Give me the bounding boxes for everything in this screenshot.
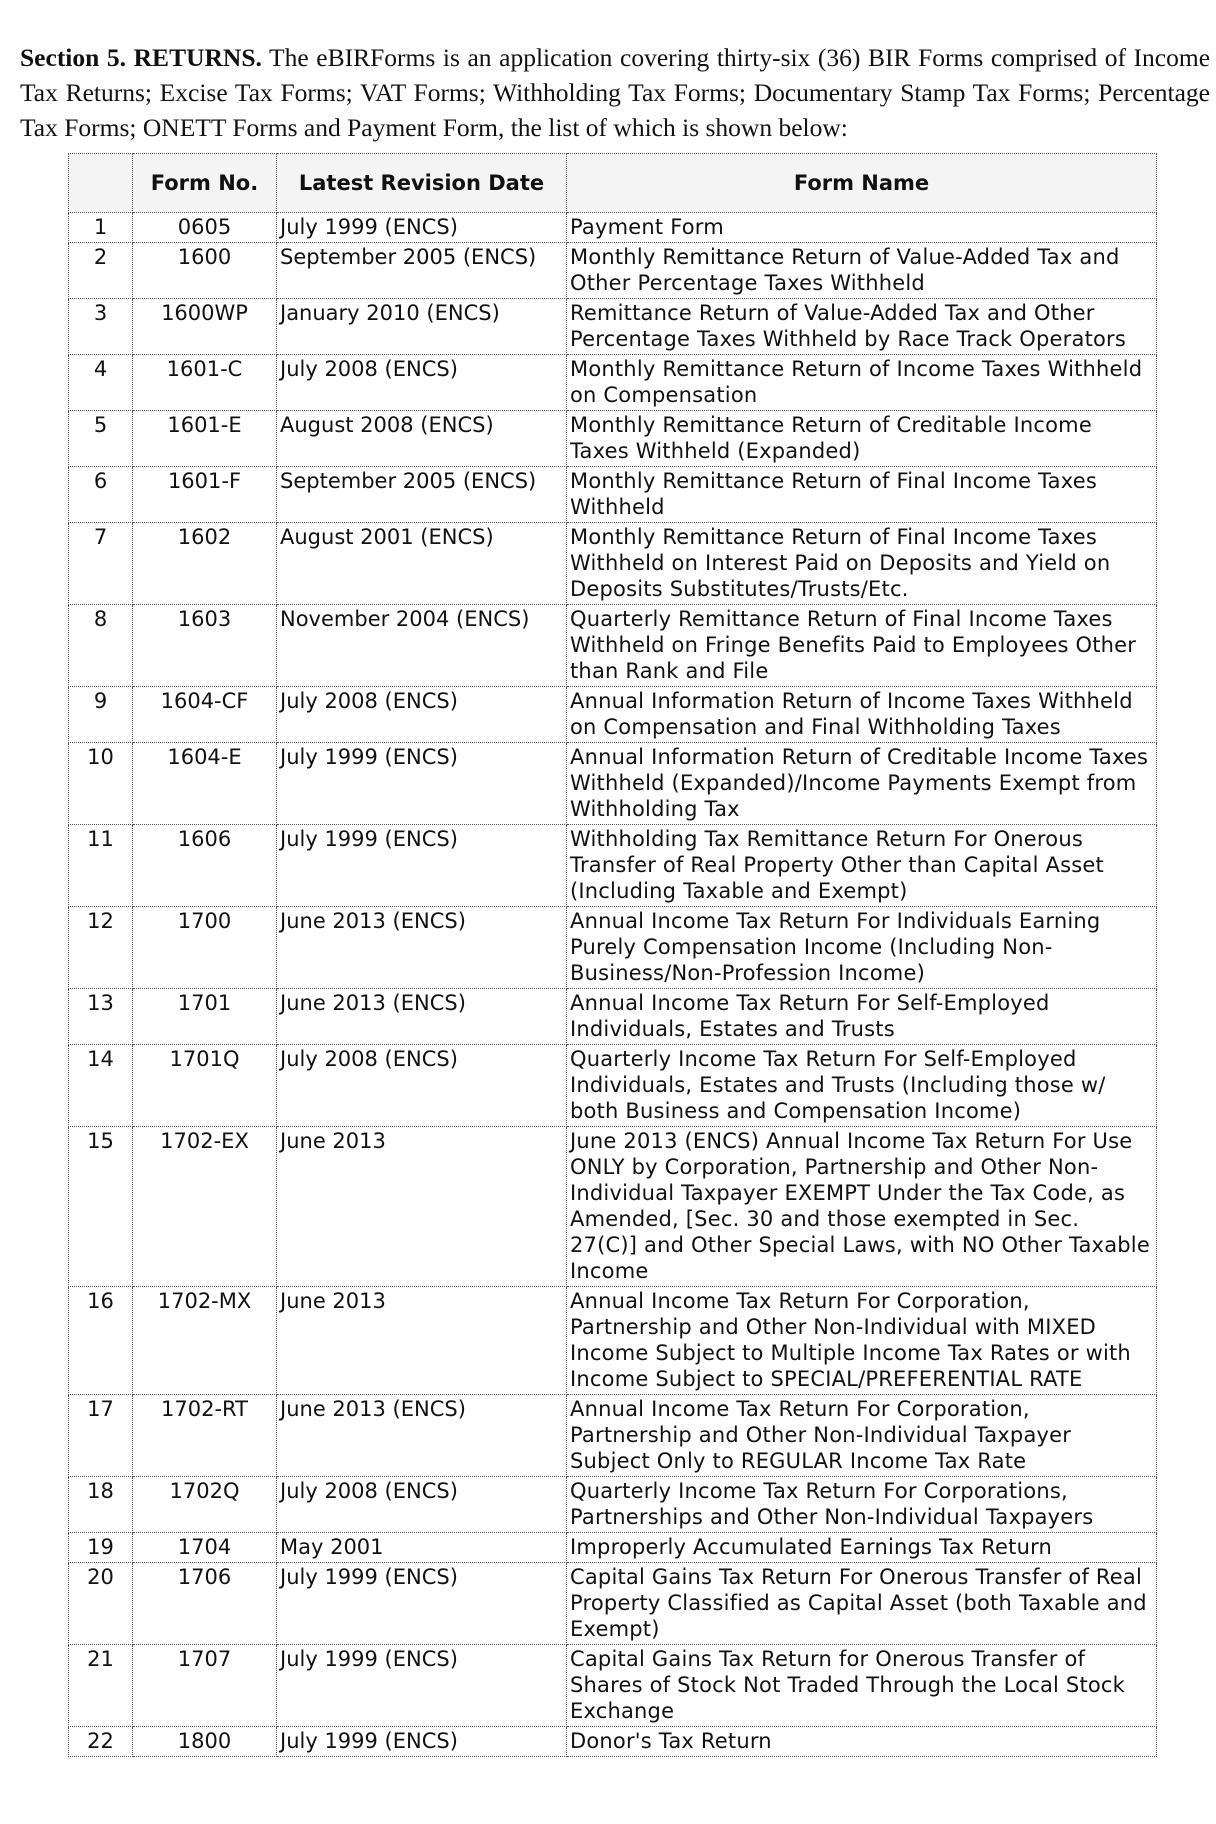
row-form-name: Payment Form <box>567 213 1157 243</box>
row-form-no: 1701 <box>133 989 277 1045</box>
row-form-name: June 2013 (ENCS) Annual Income Tax Return For Use ONLY by Corporation, Partnership and Other Non-Individual Taxpayer EXEMPT Under the Tax Code, as Amended, [Sec. 30 and those exempted in Sec. 27(C)] and Other Special Laws, with NO Other Taxable Income <box>567 1127 1157 1287</box>
row-number: 3 <box>69 299 133 355</box>
row-number: 7 <box>69 523 133 605</box>
row-form-name: Monthly Remittance Return of Value-Added Tax and Other Percentage Taxes Withheld <box>567 243 1157 299</box>
row-form-no: 1700 <box>133 907 277 989</box>
table-body <box>69 213 1157 1757</box>
row-number: 19 <box>69 1533 133 1563</box>
row-form-no: 1707 <box>133 1645 277 1727</box>
table-row <box>69 243 1157 299</box>
row-revision-date: July 1999 (ENCS) <box>277 825 567 907</box>
table-row <box>69 299 1157 355</box>
row-form-no: 1601-C <box>133 355 277 411</box>
table-row <box>69 1045 1157 1127</box>
row-form-no: 1602 <box>133 523 277 605</box>
row-form-name: Monthly Remittance Return of Income Taxes Withheld on Compensation <box>567 355 1157 411</box>
row-form-name: Quarterly Remittance Return of Final Income Taxes Withheld on Fringe Benefits Paid to Employees Other than Rank and File <box>567 605 1157 687</box>
row-form-no: 1702Q <box>133 1477 277 1533</box>
row-revision-date: June 2013 <box>277 1287 567 1395</box>
table-row <box>69 1727 1157 1757</box>
row-form-name: Capital Gains Tax Return For Onerous Transfer of Real Property Classified as Capital Asset (both Taxable and Exempt) <box>567 1563 1157 1645</box>
row-form-no: 1701Q <box>133 1045 277 1127</box>
row-form-name: Monthly Remittance Return of Final Income Taxes Withheld <box>567 467 1157 523</box>
row-form-no: 1603 <box>133 605 277 687</box>
row-number: 2 <box>69 243 133 299</box>
row-form-no: 1604-E <box>133 743 277 825</box>
row-form-no: 1706 <box>133 1563 277 1645</box>
row-number: 4 <box>69 355 133 411</box>
row-form-name: Monthly Remittance Return of Creditable Income Taxes Withheld (Expanded) <box>567 411 1157 467</box>
row-number: 8 <box>69 605 133 687</box>
row-form-no: 1702-MX <box>133 1287 277 1395</box>
row-number: 5 <box>69 411 133 467</box>
table-row <box>69 355 1157 411</box>
row-number: 9 <box>69 687 133 743</box>
row-number: 1 <box>69 213 133 243</box>
row-number: 14 <box>69 1045 133 1127</box>
table-row <box>69 1645 1157 1727</box>
row-form-no: 1601-E <box>133 411 277 467</box>
row-form-no: 1704 <box>133 1533 277 1563</box>
row-form-no: 0605 <box>133 213 277 243</box>
table-row <box>69 1563 1157 1645</box>
row-form-name: Annual Income Tax Return For Self-Employed Individuals, Estates and Trusts <box>567 989 1157 1045</box>
row-number: 17 <box>69 1395 133 1477</box>
row-form-name: Monthly Remittance Return of Final Income Taxes Withheld on Interest Paid on Deposits and Yield on Deposits Substitutes/Trusts/Etc. <box>567 523 1157 605</box>
table-row <box>69 825 1157 907</box>
row-form-no: 1600WP <box>133 299 277 355</box>
row-number: 20 <box>69 1563 133 1645</box>
row-revision-date: July 2008 (ENCS) <box>277 1045 567 1127</box>
table-row <box>69 605 1157 687</box>
row-form-no: 1606 <box>133 825 277 907</box>
row-form-name: Annual Income Tax Return For Individuals Earning Purely Compensation Income (Including Non-Business/Non-Profession Income) <box>567 907 1157 989</box>
row-revision-date: January 2010 (ENCS) <box>277 299 567 355</box>
row-number: 11 <box>69 825 133 907</box>
row-revision-date: June 2013 (ENCS) <box>277 1395 567 1477</box>
row-form-name: Quarterly Income Tax Return For Self-Employed Individuals, Estates and Trusts (Including those w/ both Business and Compensation Income) <box>567 1045 1157 1127</box>
section-intro-text: The eBIRForms is an application covering thirty-six (36) BIR Forms comprised of Income Tax Returns; Excise Tax Forms; VAT Forms; Withholding Tax Forms; Documentary Stamp Tax Forms; Percentage Tax Forms; ONETT Forms and Payment Form, the list of which is shown below: <box>20 42 1211 142</box>
table-row <box>69 1127 1157 1287</box>
table-row <box>69 411 1157 467</box>
header-number <box>69 154 133 213</box>
table-row <box>69 467 1157 523</box>
row-form-name: Annual Income Tax Return For Corporation, Partnership and Other Non-Individual with MIXED Income Subject to Multiple Income Tax Rates or with Income Subject to SPECIAL/PREFERENTIAL RATE <box>567 1287 1157 1395</box>
table-row <box>69 1533 1157 1563</box>
row-form-name: Improperly Accumulated Earnings Tax Return <box>567 1533 1157 1563</box>
row-revision-date: June 2013 (ENCS) <box>277 907 567 989</box>
row-number: 13 <box>69 989 133 1045</box>
table-row <box>69 907 1157 989</box>
row-form-no: 1702-EX <box>133 1127 277 1287</box>
table-row <box>69 1395 1157 1477</box>
row-revision-date: November 2004 (ENCS) <box>277 605 567 687</box>
row-revision-date: July 1999 (ENCS) <box>277 743 567 825</box>
table-row <box>69 213 1157 243</box>
header-form-no: Form No. <box>133 154 277 213</box>
row-revision-date: September 2005 (ENCS) <box>277 243 567 299</box>
row-form-name: Capital Gains Tax Return for Onerous Transfer of Shares of Stock Not Traded Through the Local Stock Exchange <box>567 1645 1157 1727</box>
row-form-name: Quarterly Income Tax Return For Corporations, Partnerships and Other Non-Individual Taxpayers <box>567 1477 1157 1533</box>
table-row <box>69 743 1157 825</box>
row-form-no: 1702-RT <box>133 1395 277 1477</box>
row-number: 12 <box>69 907 133 989</box>
table-row <box>69 523 1157 605</box>
row-revision-date: May 2001 <box>277 1533 567 1563</box>
row-revision-date: July 1999 (ENCS) <box>277 1563 567 1645</box>
bir-forms-table <box>68 153 1157 1757</box>
row-form-name: Annual Income Tax Return For Corporation, Partnership and Other Non-Individual Taxpayer Subject Only to REGULAR Income Tax Rate <box>567 1395 1157 1477</box>
table-row <box>69 1287 1157 1395</box>
table-row <box>69 687 1157 743</box>
row-form-name: Remittance Return of Value-Added Tax and Other Percentage Taxes Withheld by Race Track Operators <box>567 299 1157 355</box>
table-header-row <box>69 154 1157 213</box>
row-revision-date: July 2008 (ENCS) <box>277 355 567 411</box>
table-row <box>69 989 1157 1045</box>
row-form-name: Annual Information Return of Creditable Income Taxes Withheld (Expanded)/Income Payments Exempt from Withholding Tax <box>567 743 1157 825</box>
row-form-no: 1800 <box>133 1727 277 1757</box>
row-revision-date: July 2008 (ENCS) <box>277 687 567 743</box>
row-form-name: Donor's Tax Return <box>567 1727 1157 1757</box>
row-number: 22 <box>69 1727 133 1757</box>
row-revision-date: August 2008 (ENCS) <box>277 411 567 467</box>
row-revision-date: June 2013 <box>277 1127 567 1287</box>
row-number: 16 <box>69 1287 133 1395</box>
row-revision-date: July 1999 (ENCS) <box>277 1727 567 1757</box>
row-number: 6 <box>69 467 133 523</box>
row-revision-date: August 2001 (ENCS) <box>277 523 567 605</box>
row-form-name: Annual Information Return of Income Taxes Withheld on Compensation and Final Withholding Taxes <box>567 687 1157 743</box>
row-form-name: Withholding Tax Remittance Return For Onerous Transfer of Real Property Other than Capital Asset (Including Taxable and Exempt) <box>567 825 1157 907</box>
header-revision-date: Latest Revision Date <box>277 154 567 213</box>
table-row <box>69 1477 1157 1533</box>
row-number: 18 <box>69 1477 133 1533</box>
row-form-no: 1604-CF <box>133 687 277 743</box>
row-revision-date: September 2005 (ENCS) <box>277 467 567 523</box>
row-number: 15 <box>69 1127 133 1287</box>
header-form-name: Form Name <box>567 154 1157 213</box>
row-number: 21 <box>69 1645 133 1727</box>
row-form-no: 1600 <box>133 243 277 299</box>
row-revision-date: June 2013 (ENCS) <box>277 989 567 1045</box>
row-revision-date: July 2008 (ENCS) <box>277 1477 567 1533</box>
row-revision-date: July 1999 (ENCS) <box>277 213 567 243</box>
row-revision-date: July 1999 (ENCS) <box>277 1645 567 1727</box>
section-heading: Section 5. RETURNS. <box>20 42 262 72</box>
row-number: 10 <box>69 743 133 825</box>
row-form-no: 1601-F <box>133 467 277 523</box>
section-intro-paragraph <box>20 40 1210 145</box>
